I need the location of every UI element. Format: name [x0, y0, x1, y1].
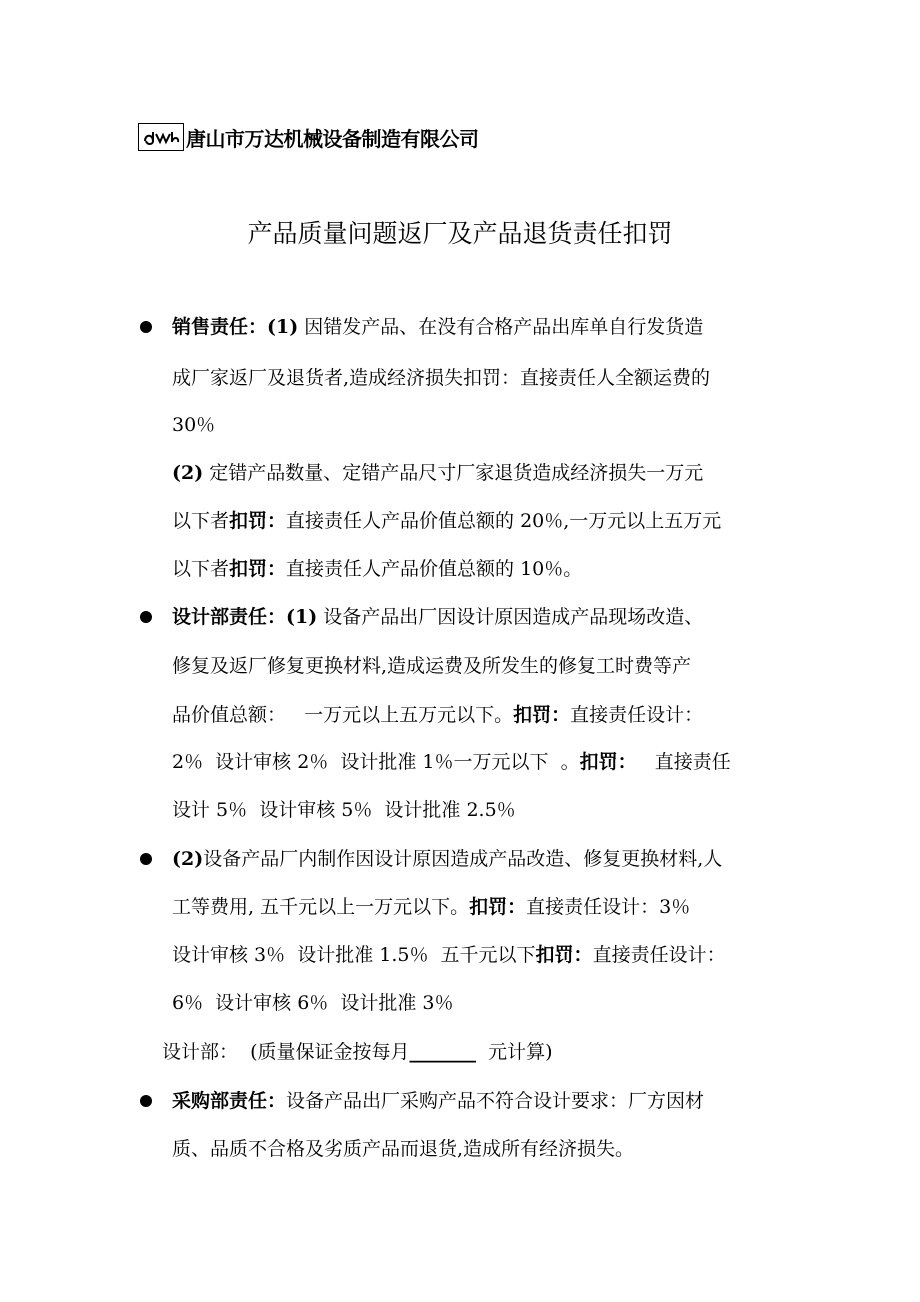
sales-text-1: 因错发产品、在没有合格产品出库单自行发货造	[298, 316, 704, 338]
design2-text-3a: 设计审核 3％ 设计批准 1.5％ 五千元以下	[172, 944, 536, 966]
sales-text-5a: 以下者	[172, 510, 230, 532]
purchase-line-1	[172, 1088, 704, 1114]
wanda-logo-icon	[138, 123, 184, 151]
sales-item-2-num: (2)	[172, 462, 204, 484]
sales-line-3: 30％	[172, 414, 216, 436]
sales-text-6c: 直接责任人产品价值总额的 10％。	[286, 558, 583, 580]
sales-text-5c: 直接责任人产品价值总额的 20％,一万元以上五万元	[286, 510, 722, 532]
design-text-4c: 直接责任	[636, 751, 731, 773]
design2-penalty-label-2: 扣罚：	[535, 944, 593, 966]
deposit-suffix: 元计算)	[476, 1041, 553, 1063]
deposit-line	[162, 1039, 553, 1065]
bullet-design-2	[140, 853, 152, 865]
company-name: 唐山市万达机械设备制造有限公司	[186, 126, 479, 151]
purchase-label: 采购部责任：	[172, 1090, 287, 1112]
design2-line-3	[172, 942, 726, 968]
sales-penalty-label-2: 扣罚：	[229, 558, 287, 580]
design-label: 设计部责任：	[172, 606, 287, 628]
design-text-4a: 2％ 设计审核 2％ 设计批准 1％一万元以下 。	[172, 751, 580, 773]
deposit-prefix: 设计部： (质量保证金按每月	[162, 1041, 410, 1063]
sales-line-6	[172, 556, 582, 582]
sales-item-1-num: (1)	[267, 316, 299, 338]
design-line-4	[172, 749, 731, 775]
purchase-text-1: 设备产品出厂采购产品不符合设计要求：厂方因材	[286, 1090, 705, 1112]
design-penalty-label-1: 扣罚：	[513, 704, 571, 726]
bullet-sales	[140, 321, 152, 333]
sales-text-6a: 以下者	[172, 558, 230, 580]
sales-line-2: 成厂家返厂及退货者,造成经济损失扣罚：直接责任人全额运费的	[172, 367, 711, 389]
purchase-line-2: 质、品质不合格及劣质产品而退货,造成所有经济损失。	[172, 1138, 635, 1160]
design2-text-1: 设备产品厂内制作因设计原因造成产品改造、修复更换材料,人	[203, 848, 723, 870]
sales-text-4: 定错产品数量、定错产品尺寸厂家退货造成经济损失一万元	[203, 462, 704, 484]
design-line-1	[172, 604, 703, 630]
company-header	[138, 120, 479, 154]
design2-line-4: 6％ 设计审核 6％ 设计批准 3％	[172, 992, 454, 1014]
bullet-purchase	[140, 1095, 152, 1107]
design-line-2: 修复及返厂修复更换材料,造成运费及所发生的修复工时费等产	[172, 655, 692, 677]
design2-penalty-label-1: 扣罚：	[469, 896, 527, 918]
design2-text-2c: 直接责任设计：3％	[526, 896, 691, 918]
design-penalty-label-2: 扣罚：	[579, 751, 637, 773]
sales-penalty-label-1: 扣罚：	[229, 510, 287, 532]
page-title: 产品质量问题返厂及产品退货责任扣罚	[247, 219, 673, 248]
sales-line-4	[172, 460, 703, 486]
design-line-3	[172, 702, 703, 728]
design-text-3a: 品价值总额： 一万元以上五万元以下。	[172, 704, 514, 726]
design-item-1-num: (1)	[286, 606, 318, 628]
bullet-design	[140, 611, 152, 623]
sales-label: 销售责任：	[172, 316, 268, 338]
design-item-2-num: (2)	[172, 848, 204, 870]
design-text-3c: 直接责任设计：	[570, 704, 704, 726]
design-line-5: 设计 5％ 设计审核 5％ 设计批准 2.5％	[172, 799, 516, 821]
deposit-amount-blank: _______	[409, 1041, 476, 1063]
design2-text-3c: 直接责任设计：	[592, 944, 726, 966]
design2-line-2	[172, 894, 690, 920]
design2-line-1	[172, 846, 722, 872]
design2-text-2a: 工等费用, 五千元以上一万元以下。	[172, 896, 470, 918]
sales-line-5	[172, 508, 721, 534]
design-text-1: 设备产品出厂因设计原因造成产品现场改造、	[317, 606, 704, 628]
sales-line-1	[172, 314, 703, 340]
